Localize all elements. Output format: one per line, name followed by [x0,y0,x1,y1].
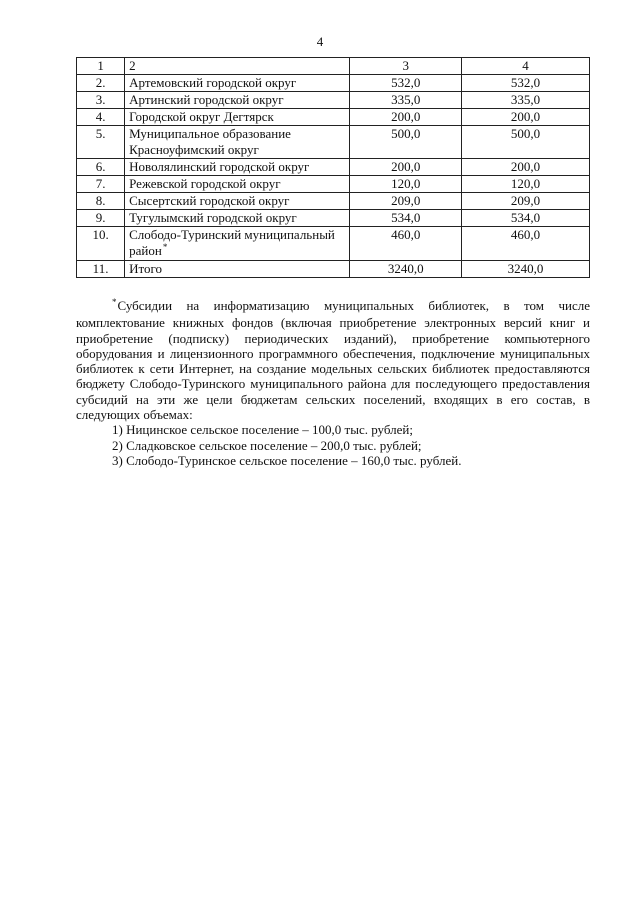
amount-col4-cell [462,193,590,210]
row-number-cell-text: 8. [95,193,106,208]
amount-col3-cell-text: 209,0 [391,193,421,208]
amount-col4-cell-text: 534,0 [510,210,541,225]
row-number-cell-text: 11. [92,261,109,276]
amount-col4-cell [462,159,590,176]
subsidy-table [76,57,590,278]
amount-col3-cell-text: 500,0 [391,126,421,141]
amount-col4-cell [462,210,590,227]
municipality-name-cell [125,261,350,278]
municipality-name-cell-text: Режевской городской округ [129,176,281,191]
amount-col3-cell-text: 335,0 [391,92,421,107]
row-number-cell-text: 4. [95,109,106,124]
footnote [76,298,590,468]
amount-col4-cell [462,75,590,92]
table-row [77,227,590,261]
amount-col4-cell-text: 200,0 [510,159,541,174]
row-number-cell-text: 3. [95,92,106,107]
row-number-cell-text: 10. [92,227,109,242]
amount-col3-cell [350,126,462,159]
footnote-item-3: 3) Слободо-Туринское сельское поселение – 160,0 тыс. рублей. [112,452,462,468]
table-row [77,261,590,278]
footnote-paragraph [76,298,590,422]
amount-col4-cell-text: 209,0 [510,193,541,208]
municipality-name-cell-text: Сысертский городской округ [129,193,290,208]
municipality-name-cell [125,210,350,227]
municipality-name-cell [125,75,350,92]
amount-col3-cell-text: 534,0 [391,210,421,225]
header-cell-3: 3 [350,58,462,75]
table-row [77,176,590,193]
amount-col3-cell [350,109,462,126]
amount-col4-cell-text: 500,0 [510,126,541,141]
municipality-name-cell [125,176,350,193]
row-number-cell [77,261,125,278]
header-cell-1: 1 [77,58,125,75]
table-body [77,75,590,278]
municipality-name-cell-text: Городской округ Дегтярск [129,109,274,124]
page-number: 4 [316,34,324,49]
footnote-reference-mark: * [162,242,168,252]
row-number-cell-text: 2. [95,75,106,90]
amount-col3-cell [350,193,462,210]
amount-col4-cell-text: 120,0 [510,176,541,191]
amount-col4-cell [462,109,590,126]
municipality-name-cell [125,126,350,159]
footnote-text: Субсидии на информатизацию муниципальных библиотек, в том числе комплектование книжных фондов (включая приобретение электронных версий книг и приобретение (подписку) периодических изданий), приобретение компьютерного оборудования и лицензионного программного обеспечения, подключение муниципальных библиотек к сети Интернет, на создание модельных сельских библиотек предоставляются бюджету Слободо-Туринского муниципального района для последующего предоставления субсидий на эти же цели бюджетам сельских поселений, входящих в его состав, в следующих объемах: [76,298,590,423]
table-header-row [77,58,590,75]
row-number-cell [77,92,125,109]
municipality-name-cell [125,193,350,210]
amount-col3-cell-text: 200,0 [391,159,421,174]
row-number-cell [77,109,125,126]
row-number-cell [77,193,125,210]
table-row [77,193,590,210]
amount-col3-cell [350,227,462,261]
row-number-cell-text: 5. [95,126,106,141]
amount-col3-cell-text: 460,0 [391,227,421,242]
amount-col4-cell [462,126,590,159]
amount-col4-cell [462,92,590,109]
footnote-mark: * [112,297,117,307]
table-row [77,75,590,92]
municipality-name-cell-text: Тугулымский городской округ [129,210,297,225]
header-cell-2: 2 [125,58,350,75]
amount-col3-cell-text: 532,0 [391,75,421,90]
amount-col4-cell [462,227,590,261]
amount-col4-cell-text: 532,0 [510,75,541,90]
municipality-name-cell-text: Итого [129,261,163,276]
row-number-cell [77,227,125,261]
amount-col3-cell [350,176,462,193]
amount-col4-cell [462,176,590,193]
amount-col4-cell [462,261,590,278]
row-number-cell [77,75,125,92]
municipality-name-cell [125,109,350,126]
row-number-cell [77,176,125,193]
municipality-name-cell [125,159,350,176]
row-number-cell-text: 9. [95,210,106,225]
amount-col3-cell-text: 120,0 [391,176,421,191]
amount-col3-cell-text: 200,0 [391,109,421,124]
amount-col3-cell [350,92,462,109]
table-row [77,159,590,176]
row-number-cell [77,126,125,159]
amount-col4-cell-text: 200,0 [510,109,541,124]
amount-col3-cell [350,261,462,278]
footnote-item-2: 2) Сладковское сельское поселение – 200,0 тыс. рублей; [112,437,422,453]
table-row [77,210,590,227]
municipality-name-cell [125,227,350,261]
table-row [77,126,590,159]
row-number-cell [77,159,125,176]
amount-col3-cell [350,210,462,227]
table-row [77,109,590,126]
municipality-name-cell-text: Артинский городской округ [129,92,284,107]
municipality-name-cell [125,92,350,109]
amount-col4-cell-text: 335,0 [510,92,541,107]
row-number-cell [77,210,125,227]
amount-col3-cell [350,159,462,176]
footnote-item-1: 1) Ницинское сельское поселение – 100,0 тыс. рублей; [112,422,413,438]
municipality-name-cell-text: Новолялинский городской округ [129,159,310,174]
amount-col3-cell [350,75,462,92]
municipality-name-cell-text: Артемовский городской округ [129,75,297,90]
amount-col4-cell-text: 3240,0 [507,261,544,276]
amount-col4-cell-text: 460,0 [510,227,541,242]
amount-col3-cell-text: 3240,0 [387,261,424,276]
municipality-name-cell-text: Муниципальное образование Красноуфимский округ [129,126,291,157]
municipality-name-cell-text: Слободо-Туринский муниципальный район [129,227,335,258]
row-number-cell-text: 6. [95,159,106,174]
header-cell-4: 4 [462,58,590,75]
table-row [77,92,590,109]
row-number-cell-text: 7. [95,176,106,191]
